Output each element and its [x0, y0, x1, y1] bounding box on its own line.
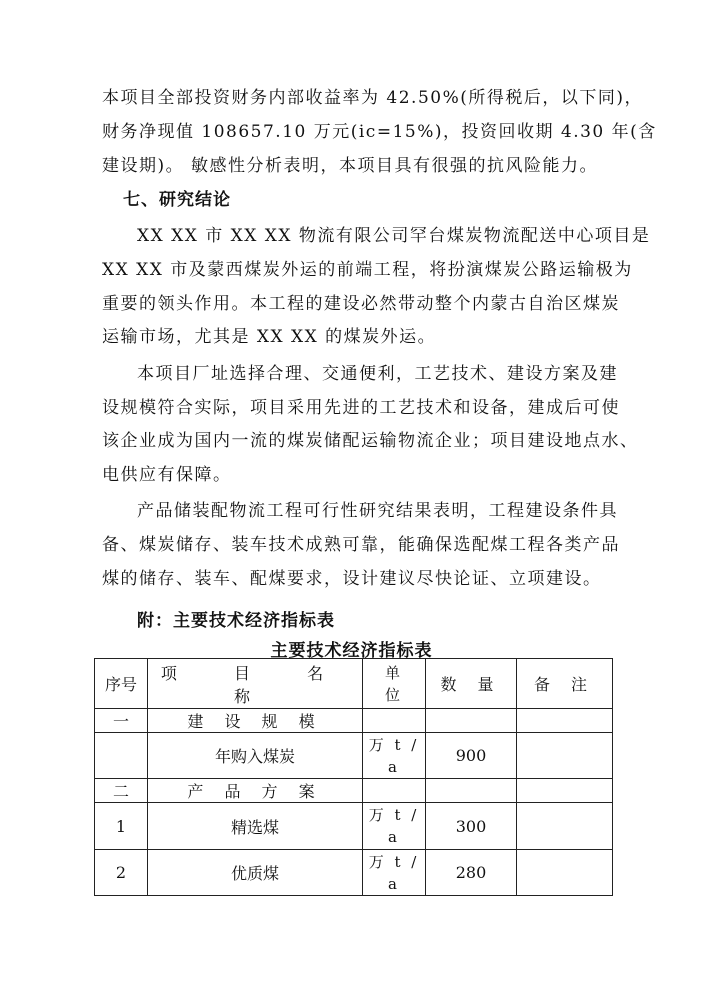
- cell-unit-line-2: a: [388, 874, 400, 893]
- paragraph-4-line-3: 煤的储存、装车、配煤要求，设计建议尽快论证、立项建设。: [102, 569, 602, 589]
- cell-seq: 1: [95, 803, 148, 850]
- paragraph-4-line-2: 备、煤炭储存、装车技术成熟可靠，能确保选配煤工程各类产品: [102, 535, 620, 555]
- paragraph-2-line-4: 运输市场，尤其是 XX XX 的煤炭外运。: [102, 327, 437, 347]
- cell-name: 精选煤: [148, 803, 363, 850]
- cell-qty: 300: [426, 803, 517, 850]
- cell-seq: 2: [95, 850, 148, 896]
- appendix-heading: 附：主要技术经济指标表: [137, 611, 335, 631]
- table-row: [95, 709, 613, 733]
- cell-remark: [517, 803, 613, 850]
- table-row: [95, 803, 613, 850]
- cell-name: 建 设 规 模: [148, 709, 363, 733]
- cell-name: 产 品 方 案: [148, 779, 363, 803]
- paragraph-2-line-3: 重要的领头作用。本工程的建设必然带动整个内蒙古自治区煤炭: [102, 294, 620, 314]
- cell-remark: [517, 850, 613, 896]
- paragraph-1-line-3: 建设期)。 敏感性分析表明，本项目具有很强的抗风险能力。: [102, 156, 599, 176]
- paragraph-2-line-2: XX XX 市及蒙西煤炭外运的前端工程，将扮演煤炭公路运输极为: [102, 260, 633, 280]
- cell-remark: [517, 779, 613, 803]
- cell-qty: 280: [426, 850, 517, 896]
- indicator-table: [94, 658, 613, 896]
- cell-unit: [363, 709, 426, 733]
- paragraph-3-line-1: 本项目厂址选择合理、交通便利，工艺技术、建设方案及建: [137, 364, 618, 384]
- header-unit: [363, 659, 426, 709]
- cell-unit: [363, 850, 426, 896]
- cell-name: 年购入煤炭: [148, 733, 363, 779]
- table-title: 主要技术经济指标表: [270, 641, 433, 661]
- table-row: [95, 850, 613, 896]
- cell-seq: 一: [95, 709, 148, 733]
- cell-seq: 二: [95, 779, 148, 803]
- header-unit-line-2: 位: [384, 685, 403, 704]
- cell-unit: [363, 803, 426, 850]
- paragraph-3-line-2: 设规模符合实际，项目采用先进的工艺技术和设备，建成后可使: [102, 398, 620, 418]
- cell-remark: [517, 733, 613, 779]
- cell-unit-line-1: 万 t /: [368, 806, 420, 824]
- cell-seq: [95, 733, 148, 779]
- header-unit-line-1: 单: [384, 663, 403, 682]
- header-seq: 序号: [95, 659, 148, 709]
- paragraph-2-line-1: XX XX 市 XX XX 物流有限公司罕台煤炭物流配送中心项目是: [137, 226, 651, 246]
- header-remark: 备 注: [517, 659, 613, 709]
- header-qty: 数 量: [426, 659, 517, 709]
- paragraph-3-line-3: 该企业成为国内一流的煤炭储配运输物流企业；项目建设地点水、: [102, 431, 639, 451]
- cell-remark: [517, 709, 613, 733]
- cell-qty: 900: [426, 733, 517, 779]
- cell-unit-line-1: 万 t /: [368, 852, 420, 871]
- cell-qty: [426, 709, 517, 733]
- cell-unit-line-2: a: [388, 757, 400, 776]
- cell-unit-line-1: 万 t /: [368, 735, 420, 754]
- table-row: [95, 779, 613, 803]
- table-row: [95, 733, 613, 779]
- table-header-row: [95, 659, 613, 709]
- cell-qty: [426, 779, 517, 803]
- cell-name: 优质煤: [148, 850, 363, 896]
- cell-unit-line-2: a: [388, 828, 400, 846]
- paragraph-1-line-2: 财务净现值 108657.10 万元(ic=15%)，投资回收期 4.30 年(含: [102, 122, 657, 142]
- header-name: 项 目 名 称: [148, 659, 363, 709]
- section-heading: 七、研究结论: [123, 190, 231, 210]
- paragraph-4-line-1: 产品储装配物流工程可行性研究结果表明，工程建设条件具: [137, 501, 618, 521]
- paragraph-1-line-1: 本项目全部投资财务内部收益率为 42.50%(所得税后，以下同)，: [102, 88, 643, 108]
- cell-unit: [363, 733, 426, 779]
- cell-unit: [363, 779, 426, 803]
- paragraph-3-line-4: 电供应有保障。: [102, 465, 232, 485]
